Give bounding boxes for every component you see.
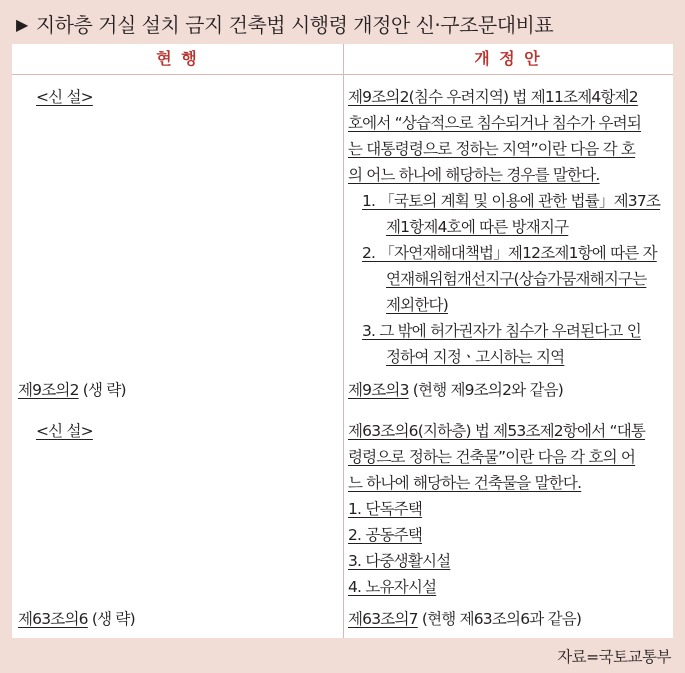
- column-header-current: 현 행: [156, 49, 199, 68]
- column-header-revised: 개 정 안: [474, 49, 542, 68]
- current-article-63-6: [18, 606, 135, 633]
- list-item: 4. 노유자시설: [348, 578, 437, 596]
- article-note: (생 략): [87, 610, 135, 628]
- revised-line: 의 어느 하나에 해당하는 경우를 말한다.: [348, 166, 600, 184]
- article-note: (현행 제9조의2와 같음): [408, 381, 564, 399]
- revised-article-9-3: [348, 377, 563, 404]
- revised-line: 는 대통령령으로 정하는 지역”이란 다음 각 호: [348, 140, 636, 158]
- list-item-continuation: 제외한다): [386, 296, 448, 314]
- revised-line: 제9조의2(침수 우려지역) 법 제11조제4항제2: [348, 88, 638, 106]
- column-divider: [343, 44, 344, 638]
- article-note: (현행 제63조의6과 같음): [417, 610, 582, 628]
- article-ref: 제63조의6: [18, 610, 88, 628]
- list-item: 1. 「국토의 계획 및 이용에 관한 법률」제37조: [362, 192, 661, 210]
- revised-line: 호에서 “상습적으로 침수되거나 침수가 우려되: [348, 114, 642, 132]
- list-item: 2. 공동주택: [348, 526, 423, 544]
- revised-line: 느 하나에 해당하는 건축물을 말한다.: [348, 474, 582, 492]
- list-item: 3. 다중생활시설: [348, 552, 451, 570]
- page-title: [16, 9, 553, 38]
- list-item: 2. 「자연재해대책법」제12조제1항에 따른 자: [362, 244, 657, 262]
- current-new-provision-2: <신 설>: [36, 422, 93, 440]
- revised-article-63-7: [348, 606, 581, 633]
- triangle-marker-icon: ▶: [16, 15, 28, 34]
- list-item-continuation: 제1항제4호에 따른 방재지구: [386, 218, 569, 236]
- list-item-continuation: 연재해위험개선지구(상습가뭄재해지구는: [386, 270, 647, 288]
- article-ref: 제9조의2: [18, 381, 79, 399]
- source-credit: 자료=국토교통부: [557, 648, 671, 666]
- current-new-provision-1: <신 설>: [36, 88, 93, 106]
- revised-line: 제63조의6(지하층) 법 제53조제2항에서 “대통: [348, 422, 646, 440]
- article-ref: 제63조의7: [348, 610, 418, 628]
- list-item: 1. 단독주택: [348, 500, 423, 518]
- article-ref: 제9조의3: [348, 381, 409, 399]
- list-item-continuation: 정하여 지정ㆍ고시하는 지역: [386, 348, 565, 366]
- comparison-table: [12, 44, 673, 638]
- current-article-9-2: [18, 377, 126, 404]
- list-item: 3. 그 밖에 허가권자가 침수가 우려된다고 인: [362, 322, 641, 340]
- revised-line: 령령으로 정하는 건축물”이란 다음 각 호의 어: [348, 448, 636, 466]
- article-note: (생 략): [78, 381, 126, 399]
- title-text: 지하층 거실 설치 금지 건축법 시행령 개정안 신·구조문대비표: [35, 13, 554, 37]
